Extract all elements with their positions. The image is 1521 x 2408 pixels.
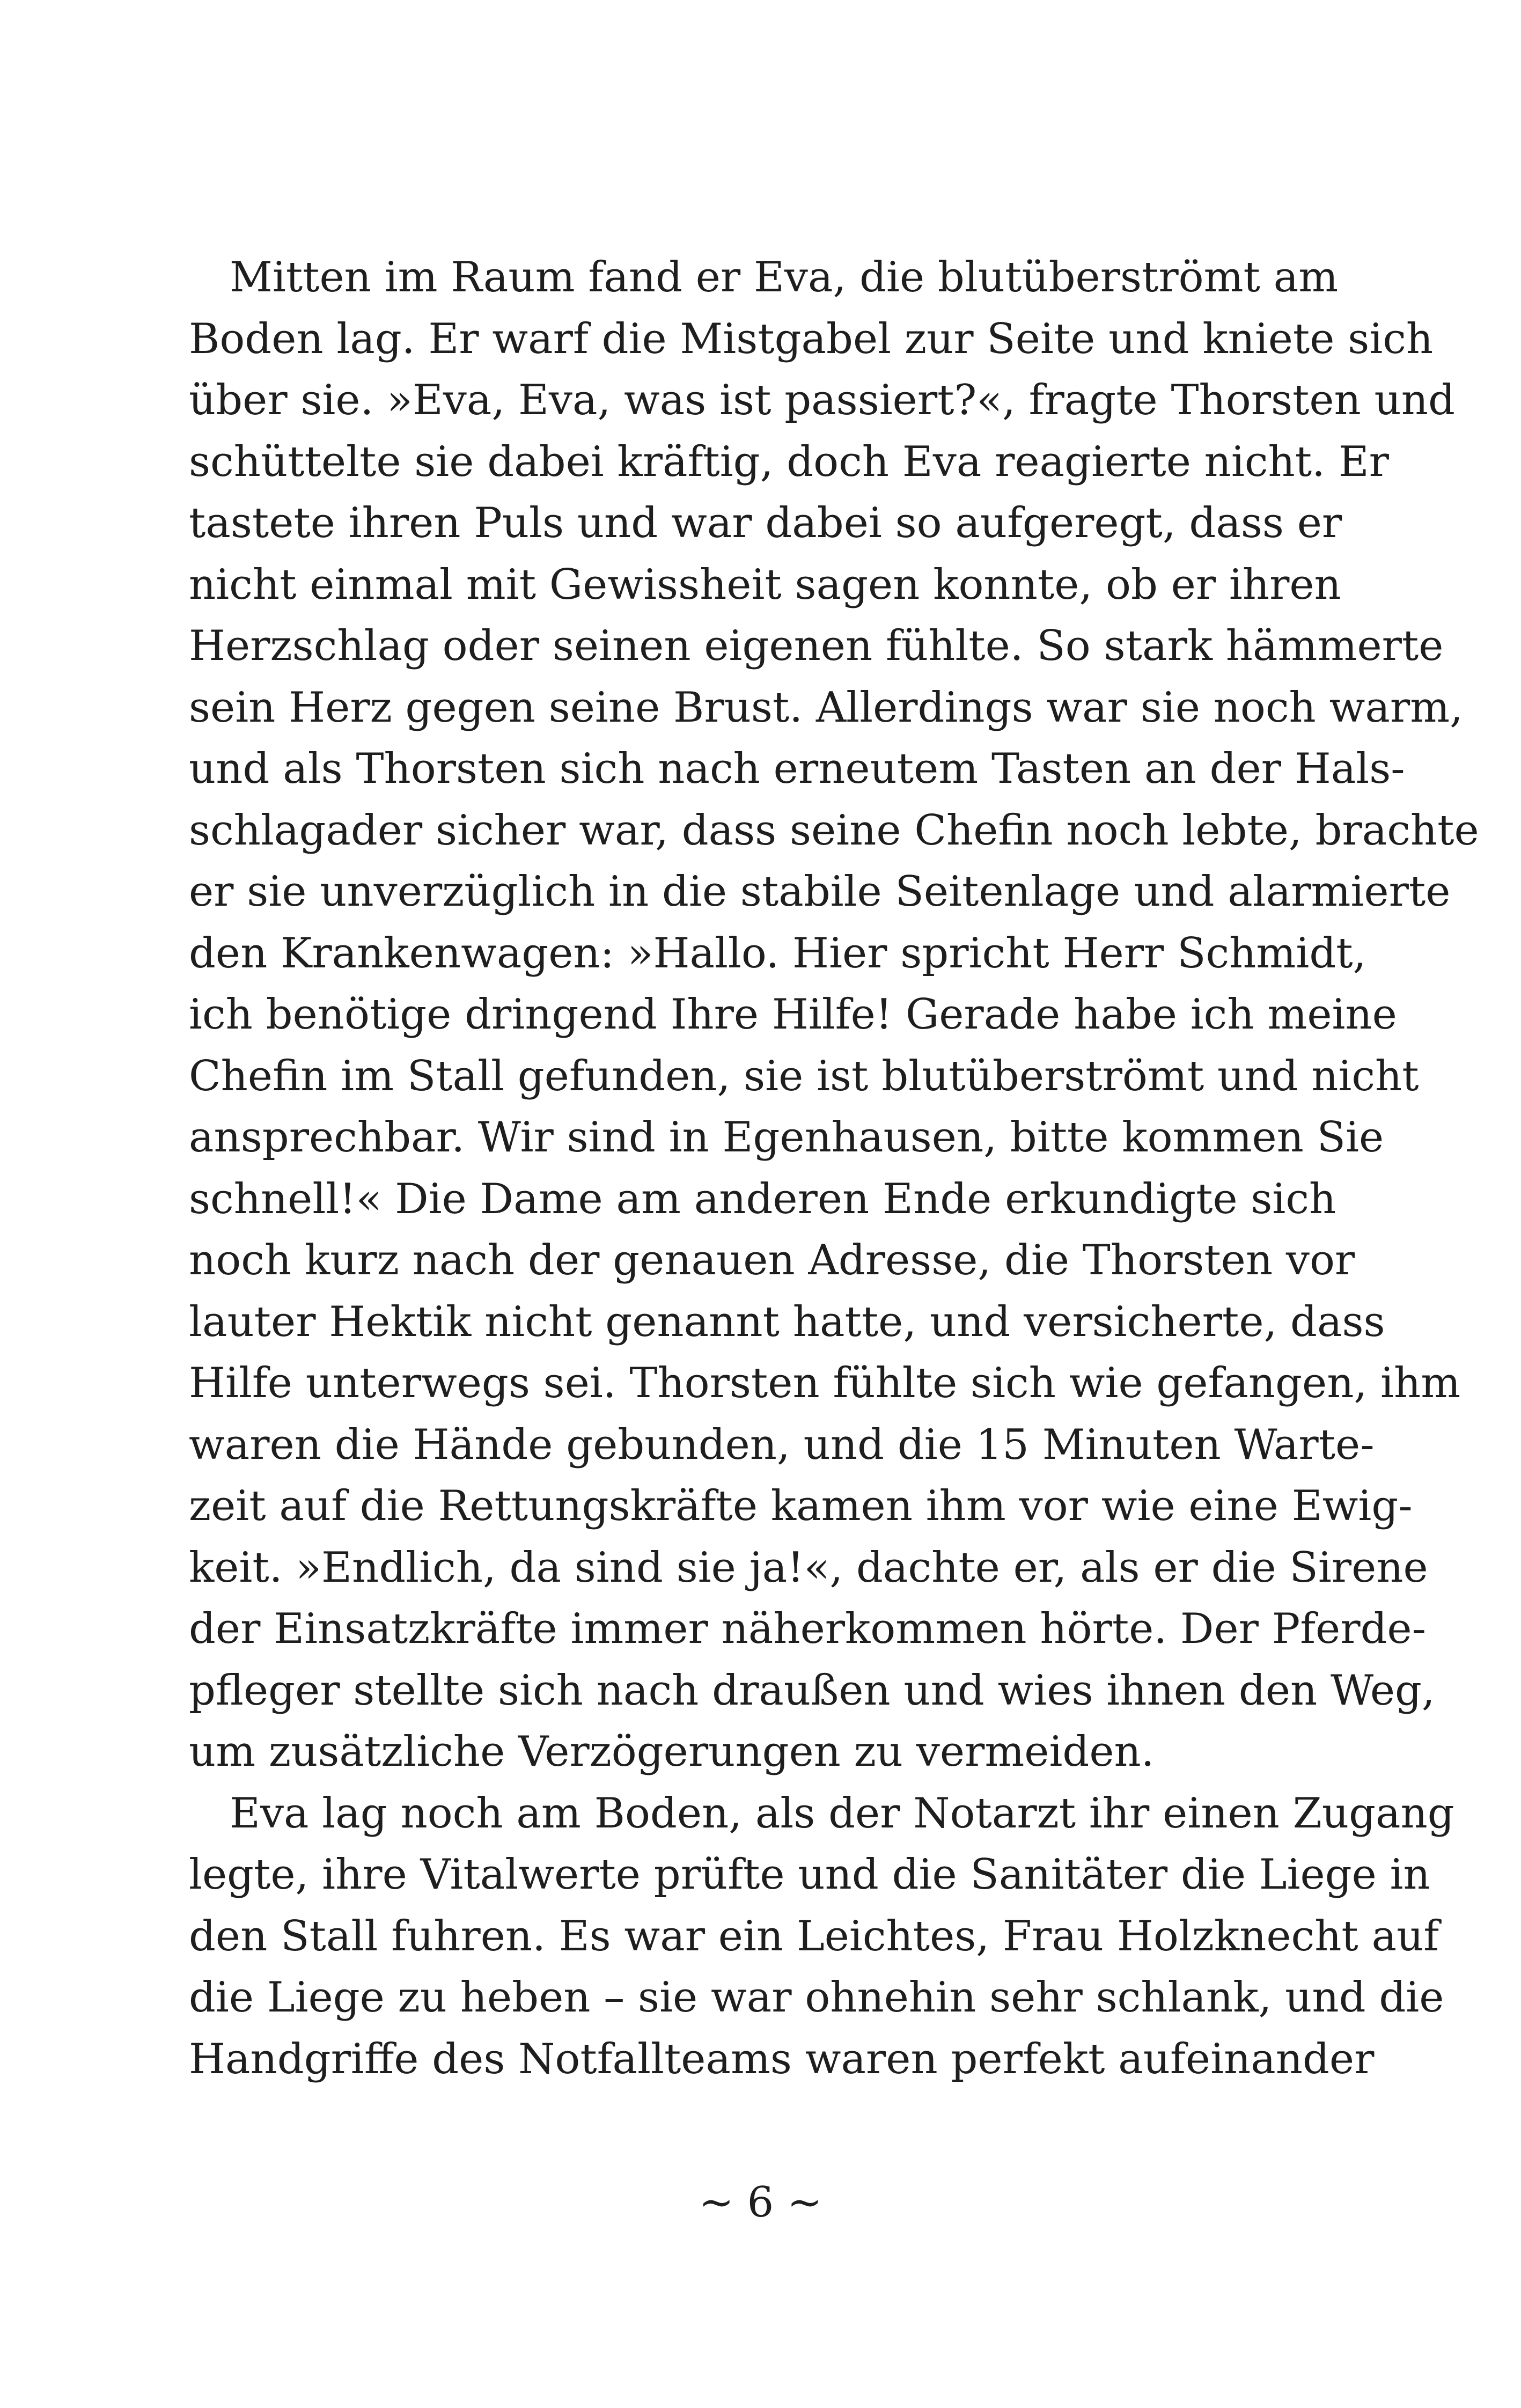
text-line: schlagader sicher war, dass seine Chefin noch lebte, brachte	[189, 806, 1479, 855]
text-line: pfleger stellte sich nach draußen und wies ihnen den Weg,	[189, 1666, 1435, 1715]
text-line: lauter Hektik nicht genannt hatte, und versicherte, dass	[189, 1297, 1385, 1346]
text-line: Eva lag noch am Boden, als der Notarzt ihr einen Zugang	[230, 1789, 1454, 1838]
text-line: Chefin im Stall gefunden, sie ist blutüberströmt und nicht	[189, 1052, 1419, 1100]
paragraph-2	[189, 1783, 1454, 2090]
text-line: nicht einmal mit Gewissheit sagen konnte, ob er ihren	[189, 560, 1341, 609]
text-line: tastete ihren Puls und war dabei so aufgeregt, dass er	[189, 499, 1342, 547]
text-line: den Krankenwagen: »Hallo. Hier spricht Herr Schmidt,	[189, 929, 1366, 978]
text-line: Hilfe unterwegs sei. Thorsten fühlte sich wie gefangen, ihm	[189, 1359, 1461, 1407]
text-line: über sie. »Eva, Eva, was ist passiert?«, fragte Thorsten und	[189, 376, 1455, 424]
text-line: ansprechbar. Wir sind in Egenhausen, bitte kommen Sie	[189, 1113, 1384, 1162]
text-line: Handgriffe des Notfallteams waren perfekt aufeinander	[189, 2035, 1375, 2083]
text-line: um zusätzliche Verzögerungen zu vermeiden.	[189, 1728, 1155, 1776]
text-line: er sie unverzüglich in die stabile Seitenlage und alarmierte	[189, 868, 1451, 916]
text-line: sein Herz gegen seine Brust. Allerdings war sie noch warm,	[189, 683, 1463, 732]
paragraph-1	[189, 247, 1479, 1783]
text-line: die Liege zu heben – sie war ohnehin sehr schlank, und die	[189, 1973, 1444, 2022]
text-line: keit. »Endlich, da sind sie ja!«, dachte er, als er die Sirene	[189, 1543, 1428, 1592]
text-line: der Einsatzkräfte immer näherkommen hörte. Der Pferde-	[189, 1605, 1426, 1653]
text-line: zeit auf die Rettungskräfte kamen ihm vor wie eine Ewig-	[189, 1482, 1413, 1530]
text-line: Mitten im Raum fand er Eva, die blutüberströmt am	[230, 253, 1339, 302]
text-line: schüttelte sie dabei kräftig, doch Eva reagierte nicht. Er	[189, 437, 1389, 486]
text-line: legte, ihre Vitalwerte prüfte und die Sanitäter die Liege in	[189, 1851, 1430, 1899]
body-text	[189, 247, 1479, 2090]
text-line: Herzschlag oder seinen eigenen fühlte. So stark hämmerte	[189, 622, 1444, 670]
text-line: und als Thorsten sich nach erneutem Tasten an der Hals-	[189, 745, 1405, 793]
page-number: ~ 6 ~	[699, 2178, 822, 2227]
text-line: den Stall fuhren. Es war ein Leichtes, Frau Holzknecht auf	[189, 1912, 1439, 1961]
text-line: Boden lag. Er warf die Mistgabel zur Seite und kniete sich	[189, 314, 1434, 363]
text-line: schnell!« Die Dame am anderen Ende erkundigte sich	[189, 1174, 1336, 1223]
text-line: waren die Hände gebunden, und die 15 Minuten Warte-	[189, 1420, 1375, 1469]
text-line: ich benötige dringend Ihre Hilfe! Gerade habe ich meine	[189, 990, 1397, 1039]
text-line: noch kurz nach der genauen Adresse, die Thorsten vor	[189, 1236, 1355, 1284]
